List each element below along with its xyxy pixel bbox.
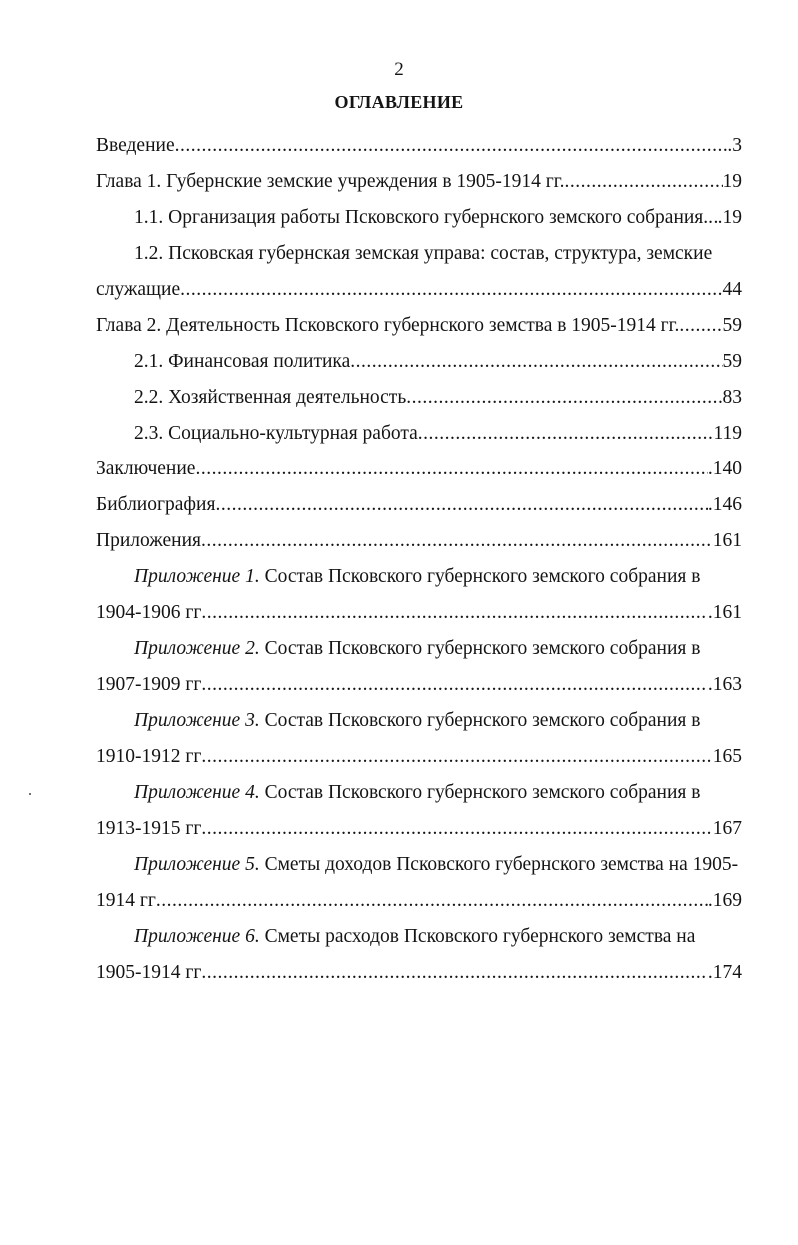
- toc-leader-dots: [201, 743, 712, 771]
- toc-leader-dots: [201, 527, 713, 555]
- toc-entry-label: Состав Псковского губернского земского собрания в: [259, 566, 701, 587]
- toc-entry-chapter-2: [96, 312, 742, 340]
- toc-page-number: 59: [722, 351, 742, 372]
- toc-appendix-label: Приложение 4.: [134, 782, 260, 803]
- toc-entry-introduction: [96, 132, 742, 160]
- toc-entry-appendix-6-continued: [96, 959, 742, 987]
- toc-page-number: .161: [707, 602, 742, 623]
- toc-entry-label: 1914 гг: [96, 890, 156, 911]
- toc-page-number: .44: [717, 279, 742, 300]
- toc-entry-chapter-1: [96, 168, 742, 196]
- toc-entry-appendix-4-continued: [96, 815, 742, 843]
- toc-page-number: 59: [722, 315, 742, 336]
- toc-page-number: 161: [712, 530, 742, 551]
- toc-entry-label: 2.3. Социально-культурная работа: [134, 423, 418, 444]
- toc-page-number: .140: [707, 458, 742, 479]
- toc-leader-dots: [201, 815, 712, 843]
- toc-entry-label: 2.1. Финансовая политика: [134, 351, 351, 372]
- toc-entry-appendix-5: [134, 851, 742, 879]
- toc-entry-appendix-3: [134, 707, 742, 735]
- page-number: 2: [394, 59, 404, 80]
- scan-speck: [29, 793, 31, 795]
- toc-entry-section-1-1: [134, 204, 742, 232]
- toc-page-number: 19: [722, 171, 742, 192]
- toc-leader-dots: [679, 312, 722, 340]
- toc-leader-dots: [708, 204, 717, 232]
- toc-entry-label: Глава 2. Деятельность Псковского губернского земства в 1905-1914 гг.: [96, 315, 680, 336]
- toc-page-number: 165: [712, 746, 742, 767]
- toc-leader-dots: [175, 132, 728, 160]
- toc-entry-label: 1905-1914 гг: [96, 962, 202, 983]
- toc-entry-section-2-2: [134, 384, 742, 412]
- toc-leader-dots: [201, 671, 708, 699]
- toc-entry-bibliography: [96, 491, 742, 519]
- toc-entry-appendix-2: [134, 635, 742, 663]
- toc-entry-appendix-6: [134, 923, 742, 951]
- toc-entry-conclusion: [96, 455, 742, 483]
- toc-leader-dots: [201, 599, 708, 627]
- toc-appendix-label: Приложение 1.: [134, 566, 260, 587]
- toc-page-number: 119: [713, 423, 742, 444]
- toc-leader-dots: [195, 455, 707, 483]
- toc-leader-dots: [564, 168, 722, 196]
- toc-entry-label: служащие: [96, 279, 181, 300]
- toc-entry-label: Состав Псковского губернского земского собрания в: [259, 638, 701, 659]
- toc-leader-dots: [350, 348, 722, 376]
- toc-leader-dots: [156, 887, 708, 915]
- toc-appendix-label: Приложение 2.: [134, 638, 260, 659]
- toc-entry-label: Введение: [96, 135, 175, 156]
- toc-entry-label: 1907-1909 гг: [96, 674, 202, 695]
- toc-leader-dots: [406, 384, 722, 412]
- toc-appendix-label: Приложение 6.: [134, 926, 260, 947]
- toc-leader-dots: [215, 491, 707, 519]
- toc-entry-appendix-1: [134, 563, 742, 591]
- toc-entry-appendix-3-continued: [96, 743, 742, 771]
- toc-appendix-label: Приложение 3.: [134, 710, 260, 731]
- toc-page-number: .163: [707, 674, 742, 695]
- toc-entry-appendix-2-continued: [96, 671, 742, 699]
- toc-entry-label: Сметы расходов Псковского губернского земства на: [259, 926, 696, 947]
- page-title: ОГЛАВЛЕНИЕ: [334, 92, 464, 112]
- toc-entry-label: 1913-1915 гг: [96, 818, 202, 839]
- toc-page-number: .19: [717, 207, 742, 228]
- toc-entry-section-2-1: [134, 348, 742, 376]
- toc-entry-label: 1904-1906 гг: [96, 602, 202, 623]
- toc-page-number: .169: [707, 890, 742, 911]
- toc-entry-label: 1.2. Псковская губернская земская управа: состав, структура, земские: [134, 243, 713, 264]
- toc-page-number: 167: [712, 818, 742, 839]
- toc-leader-dots: [418, 420, 714, 448]
- toc-page-number: .146: [707, 494, 742, 515]
- toc-entry-label: 1.1. Организация работы Псковского губернского земского собрания.: [134, 207, 709, 228]
- toc-appendix-label: Приложение 5.: [134, 854, 260, 875]
- toc-entry-label: Приложения: [96, 530, 201, 551]
- toc-entry-appendix-1-continued: [96, 599, 742, 627]
- toc-entry-appendix-5-continued: [96, 887, 742, 915]
- toc-entry-appendix-4: [134, 779, 742, 807]
- toc-leader-dots: [201, 959, 708, 987]
- toc-entry-label: 2.2. Хозяйственная деятельность: [134, 387, 407, 408]
- toc-entry-label: 1910-1912 гг: [96, 746, 202, 767]
- toc-entry-appendices: [96, 527, 742, 555]
- toc-entry-label: Глава 1. Губернские земские учреждения в 1905-1914 гг.: [96, 171, 565, 192]
- toc-page-number: .3: [727, 135, 742, 156]
- toc-entry-label: Библиография: [96, 494, 216, 515]
- toc-entry-section-1-2-continued: [96, 276, 742, 304]
- toc-page-number: 83: [722, 387, 742, 408]
- toc-entry-section-1-2: [134, 240, 742, 268]
- toc-leader-dots: [180, 276, 718, 304]
- toc-entry-label: Состав Псковского губернского земского собрания в: [259, 710, 701, 731]
- toc-entry-label: Заключение: [96, 458, 196, 479]
- toc-page-number: .174: [707, 962, 742, 983]
- toc-entry-label: Состав Псковского губернского земского собрания в: [259, 782, 701, 803]
- toc-entry-section-2-3: [134, 420, 742, 448]
- toc-entry-label: Сметы доходов Псковского губернского земства на 1905-: [259, 854, 739, 875]
